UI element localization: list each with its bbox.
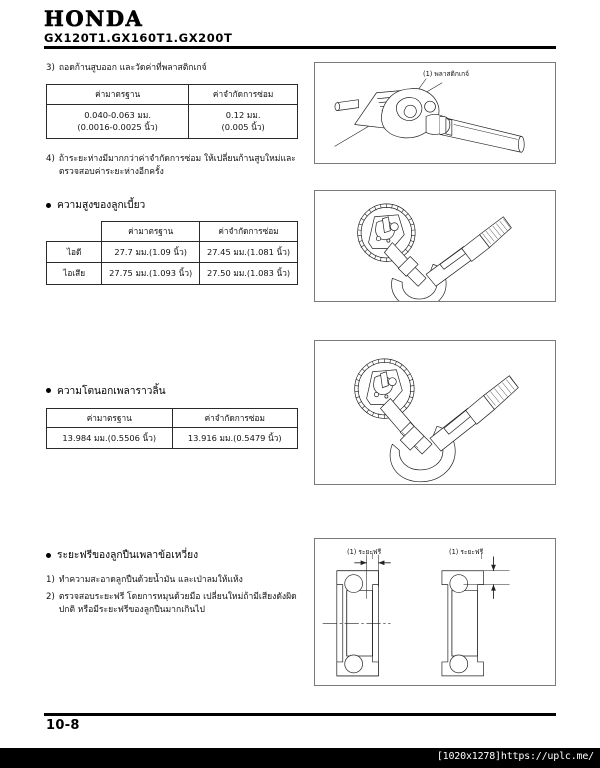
step-4-text: ถ้าระยะห่างมีมากกว่าค่าจำกัดการซ่อม ให้เปลี่ยนก้านสูบใหม่และตรวจสอบค่าระยะห่างอีกครั้ง xyxy=(58,153,296,177)
col-header-service-limit: ค่าจำกัดการซ่อม xyxy=(200,222,298,241)
bullet-icon xyxy=(46,388,51,393)
header-divider xyxy=(44,46,556,49)
bearing-step-1-number: 1) xyxy=(46,575,55,586)
figure-panel-bearing-clearance xyxy=(314,538,556,686)
model-line: GX120T1.GX160T1.GX200T xyxy=(44,31,233,46)
table-row xyxy=(47,85,298,104)
page-header xyxy=(44,8,556,45)
table-camshaft-od xyxy=(46,408,298,450)
row-label-intake: ไอดี xyxy=(47,241,102,262)
bearing-step-1 xyxy=(46,574,298,587)
table-rod-clearance xyxy=(46,84,298,138)
cell-od-limit: 13.916 มม.(0.5479 นิ้ว) xyxy=(172,428,298,449)
col-header-service-limit: ค่าจำกัดการซ่อม xyxy=(189,85,298,104)
cell-standard-value xyxy=(47,104,189,138)
table-row xyxy=(47,222,298,241)
table-row xyxy=(47,408,298,427)
bearing-clearance-illustration xyxy=(315,539,555,686)
cell-standard-mm: 0.040-0.063 มม. xyxy=(84,109,151,120)
section-bearing-play xyxy=(46,547,298,563)
step-3-number: 3) xyxy=(46,63,55,73)
page-number: 10-8 xyxy=(46,718,80,733)
step-4-number: 4) xyxy=(46,153,55,164)
cell-intake-standard: 27.7 มม.(1.09 นิ้ว) xyxy=(102,241,200,262)
step-3 xyxy=(46,62,298,75)
figure-4-label-left: (1) ระยะฟรี xyxy=(347,548,382,556)
table-row xyxy=(47,241,298,262)
camshaft-journal-micrometer-illustration xyxy=(315,341,555,485)
bearing-step-1-text: ทำความสะอาดลูกปืนด้วยน้ำมัน และเป่าลมให้แห้ง xyxy=(58,575,243,586)
cell-limit-in: (0.005 นิ้ว) xyxy=(221,122,265,133)
figure-1-label: (1) พลาสติกเกจ์ xyxy=(423,70,469,78)
cell-standard-in: (0.0016-0.0025 นิ้ว) xyxy=(77,122,158,133)
bullet-icon xyxy=(46,553,51,558)
camshaft-lobe-micrometer-illustration xyxy=(315,191,555,302)
col-header-standard: ค่ามาตรฐาน xyxy=(102,222,200,241)
table-row xyxy=(47,263,298,284)
col-header-standard: ค่ามาตรฐาน xyxy=(47,85,189,104)
cell-intake-limit: 27.45 มม.(1.081 นิ้ว) xyxy=(200,241,298,262)
col-header-standard: ค่ามาตรฐาน xyxy=(47,408,173,427)
step-4 xyxy=(46,153,298,180)
cell-od-standard: 13.984 มม.(0.5506 นิ้ว) xyxy=(47,428,173,449)
section-cam-lobe-height xyxy=(46,197,298,213)
watermark-text: [1020x1278]https://uplc.me/ xyxy=(436,751,594,762)
crankshaft-plastigauge-illustration xyxy=(315,63,555,164)
figure-panel-camshaft-lobe xyxy=(314,190,556,302)
cell-exhaust-standard: 27.75 มม.(1.093 นิ้ว) xyxy=(102,263,200,284)
bullet-icon xyxy=(46,203,51,208)
bearing-step-2-text: ตรวจสอบระยะฟรี โดยการหมุนด้วยมือ เปลี่ยนใหม่ถ้ามีเสียงดังผิดปกติ หรือมีระยะฟรีของลูกปืนมากเกินไป xyxy=(58,591,297,616)
row-label-exhaust: ไอเสีย xyxy=(47,263,102,284)
cell-exhaust-limit: 27.50 มม.(1.083 นิ้ว) xyxy=(200,263,298,284)
figure-panel-crankshaft-plastigauge xyxy=(314,62,556,164)
table-row xyxy=(47,428,298,449)
section-camshaft-od-title: ความโตนอกเพลาราวลิ้น xyxy=(57,385,166,397)
honda-logo: HONDA xyxy=(44,6,144,31)
cell-limit-mm: 0.12 มม. xyxy=(225,109,261,120)
section-cam-lobe-title: ความสูงของลูกเบี้ยว xyxy=(57,200,146,212)
cell-corner-blank xyxy=(47,222,102,241)
col-header-service-limit: ค่าจำกัดการซ่อม xyxy=(172,408,298,427)
bearing-step-2-number: 2) xyxy=(46,591,55,602)
figure-4-label-right: (1) ระยะฟรี xyxy=(449,548,484,556)
footer-divider xyxy=(44,713,556,716)
section-camshaft-od xyxy=(46,383,298,399)
left-content-column xyxy=(46,60,298,617)
figure-panel-camshaft-journal xyxy=(314,340,556,485)
step-3-text: ถอดก้านสูบออก และวัดค่าที่พลาสติกเกจ์ xyxy=(58,63,207,73)
bearing-step-2 xyxy=(46,591,298,618)
cell-limit-value xyxy=(189,104,298,138)
section-bearing-play-title: ระยะฟรีของลูกปืนเพลาข้อเหวี่ยง xyxy=(57,550,199,562)
table-row xyxy=(47,104,298,138)
table-cam-lobe-height xyxy=(46,221,298,284)
